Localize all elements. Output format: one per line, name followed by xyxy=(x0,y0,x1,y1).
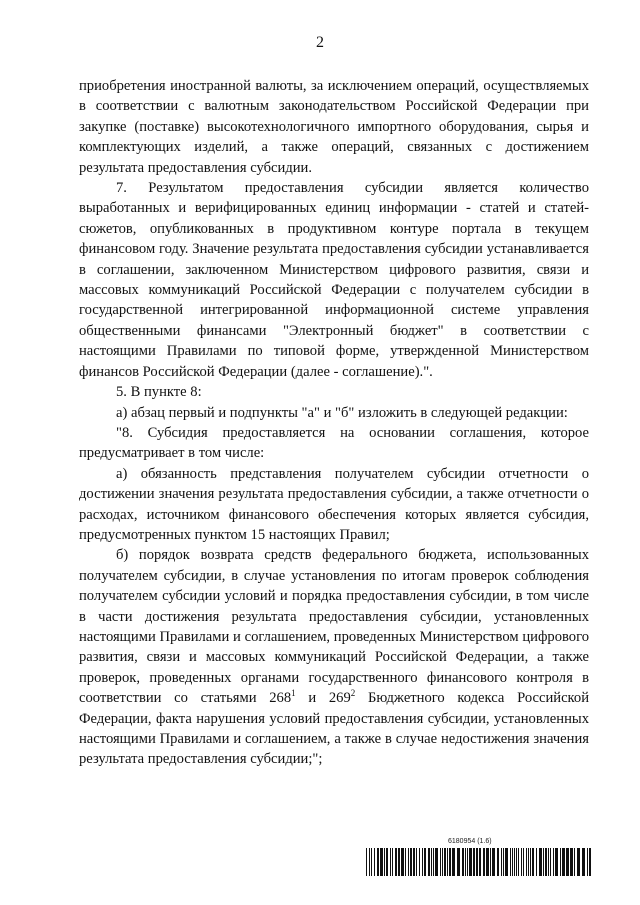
barcode-bar xyxy=(444,848,446,876)
barcode-bar xyxy=(398,848,400,876)
barcode-bar xyxy=(516,848,517,876)
paragraph-text: и 269 xyxy=(295,690,351,707)
barcode-bar xyxy=(377,848,379,876)
barcode-bar xyxy=(483,848,485,876)
barcode-bar xyxy=(424,848,426,876)
barcode-bar xyxy=(374,848,375,876)
barcode-bar xyxy=(369,848,370,876)
barcode-bar xyxy=(431,848,432,876)
barcode-bar xyxy=(521,848,522,876)
barcode-bar xyxy=(589,848,591,876)
barcode-bar xyxy=(490,848,491,876)
barcode xyxy=(366,848,592,876)
barcode-bar xyxy=(548,848,549,876)
barcode-bar xyxy=(419,848,420,876)
barcode-bar xyxy=(587,848,588,876)
barcode-bar xyxy=(413,848,415,876)
barcode-bar xyxy=(440,848,441,876)
barcode-bar xyxy=(422,848,423,876)
barcode-bar xyxy=(582,848,585,876)
barcode-bar xyxy=(386,848,388,876)
paragraph: а) обязанность представления получателем субсидии отчетности о достижении значения результата предоставления субсидии, а также отчетности о расходах, источником финансового обеспечения которых является субсидия, предусмотренных пунктом 15 настоящих Правил; xyxy=(79,465,589,543)
barcode-bar xyxy=(390,848,391,876)
barcode-bar xyxy=(555,848,558,876)
barcode-bar xyxy=(392,848,393,876)
barcode-bar xyxy=(465,848,466,876)
barcode-bar xyxy=(501,848,502,876)
barcode-bar xyxy=(405,848,406,876)
barcode-bar xyxy=(512,848,513,876)
paragraph: а) абзац первый и подпункты "а" и "б" изложить в следующей редакции: xyxy=(116,404,568,421)
barcode-bar xyxy=(395,848,397,876)
barcode-bar xyxy=(476,848,478,876)
barcode-bar xyxy=(428,848,430,876)
paragraph: приобретения иностранной валюты, за исключением операций, осуществляемых в соответствии с валютным законодательством Российской Федерации при закупке (поставке) высокотехнологичного импортного оборудования, сырья и комплектующих изделий, а также операций, связанных с достижением результата предоставления субсидии. xyxy=(79,78,589,176)
barcode-bar xyxy=(528,848,529,876)
barcode-bar xyxy=(452,848,455,876)
barcode-bar xyxy=(492,848,495,876)
paragraph-text: б) порядок возврата средств федерального бюджета, использованных получателем субсидии, в случае установления по итогам проверок соблюдения получателем субсидии условий и порядка предоставления субсидии, в том числе в части достижения результата предоставления субсидии, установленных настоящими Правилами и соглашением, проведенных Министерством цифрового развития, связи и массовых коммуникаций Российской Федерации, а также проверок, проведенных органами государственного финансового контроля в соответствии со статьями 268 xyxy=(79,547,589,707)
paragraph-subsidy-return xyxy=(79,545,589,769)
barcode-bar xyxy=(530,848,531,876)
barcode-bar xyxy=(562,848,565,876)
barcode-bar xyxy=(526,848,527,876)
barcode-bar xyxy=(447,848,448,876)
barcode-bar xyxy=(462,848,464,876)
paragraph-text: Бюджетного кодекса Российской Федерации, факта нарушения условий предоставления субсидии, установленных настоящими Правилами и соглашением, а также в случае недостижения значения результата предоставления субсидии;"; xyxy=(79,690,590,768)
superscript: 2 xyxy=(350,688,356,699)
barcode-bar xyxy=(469,848,472,876)
barcode-bar xyxy=(380,848,383,876)
barcode-bar xyxy=(371,848,372,876)
barcode-bar xyxy=(543,848,544,876)
barcode-bar xyxy=(574,848,575,876)
barcode-bar xyxy=(442,848,443,876)
barcode-bar xyxy=(532,848,534,876)
barcode-bar xyxy=(553,848,554,876)
document-body xyxy=(79,76,589,770)
barcode-bar xyxy=(408,848,409,876)
barcode-bar xyxy=(457,848,460,876)
barcode-bar xyxy=(577,848,580,876)
barcode-bar xyxy=(510,848,511,876)
paragraph: 7. Результатом предоставления субсидии является количество выработанных и верифицированных единиц информации - статей и статей-сюжетов, опубликованных в продуктивном контуре портала в текущем финансовом году. Значение результата предоставления субсидии устанавливается в соглашении, заключенном Министерством цифрового развития, связи и массовых коммуникаций Российской Федерации с получателем субсидии в государственной интегрированной информационной системе управления общественными финансами "Электронный бюджет" в соответствии с настоящими Правилами по типовой форме, утвержденной Министерством финансов Российской Федерации (далее - соглашение).". xyxy=(79,180,589,380)
barcode-bar xyxy=(536,848,537,876)
barcode-bar xyxy=(384,848,385,876)
barcode-bar xyxy=(560,848,561,876)
barcode-bar xyxy=(467,848,468,876)
page-number: 2 xyxy=(316,34,324,51)
barcode-bar xyxy=(518,848,519,876)
document-code: 6180954 (1.6) xyxy=(448,838,492,845)
barcode-bar xyxy=(410,848,412,876)
superscript: 1 xyxy=(291,688,296,699)
barcode-bar xyxy=(566,848,569,876)
barcode-bar xyxy=(401,848,404,876)
barcode-bar xyxy=(523,848,524,876)
barcode-bar xyxy=(550,848,551,876)
barcode-bar xyxy=(539,848,542,876)
barcode-bar xyxy=(514,848,515,876)
barcode-bar xyxy=(416,848,417,876)
barcode-bar xyxy=(435,848,438,876)
barcode-bar xyxy=(433,848,434,876)
barcode-bar xyxy=(503,848,504,876)
paragraph: 5. В пункте 8: xyxy=(116,384,202,401)
barcode-bar xyxy=(505,848,508,876)
barcode-bar xyxy=(366,848,367,876)
barcode-bar xyxy=(497,848,499,876)
barcode-bar xyxy=(473,848,475,876)
barcode-bar xyxy=(545,848,547,876)
barcode-bar xyxy=(479,848,481,876)
barcode-bar xyxy=(486,848,489,876)
barcode-bar xyxy=(449,848,451,876)
paragraph: "8. Субсидия предоставляется на основании соглашения, которое предусматривает в том числе: xyxy=(79,424,589,462)
barcode-bar xyxy=(570,848,573,876)
